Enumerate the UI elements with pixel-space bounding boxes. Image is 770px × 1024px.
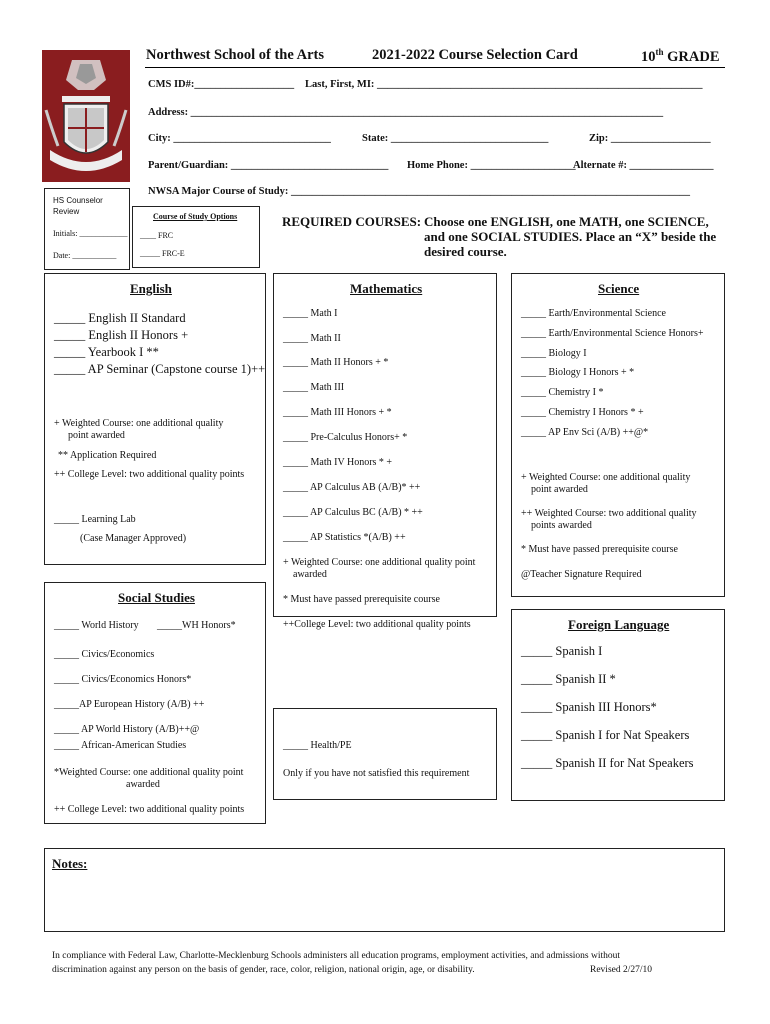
- learning-lab-option[interactable]: _____ Learning Lab: [54, 514, 136, 525]
- cms-id-field[interactable]: CMS ID#:___________________: [148, 79, 295, 90]
- alternate-phone-field[interactable]: Alternate #: ________________: [573, 160, 714, 171]
- science-prereq-note: * Must have passed prerequisite course: [521, 544, 678, 555]
- science-weighted-note: + Weighted Course: one additional quality point awarded: [521, 472, 691, 495]
- frc-option[interactable]: ____ FRC: [140, 231, 174, 240]
- english-option[interactable]: _____ English II Standard: [54, 311, 186, 325]
- science-option[interactable]: _____ Earth/Environmental Science Honors+: [521, 328, 704, 339]
- study-options-title: Course of Study Options: [153, 212, 238, 221]
- frce-option[interactable]: _____ FRC-E: [140, 249, 185, 258]
- math-option[interactable]: _____ AP Statistics *(A/B) ++: [283, 532, 406, 543]
- social-option[interactable]: _____ Civics/Economics Honors*: [54, 674, 192, 685]
- case-manager-note: (Case Manager Approved): [80, 533, 187, 544]
- notes-box[interactable]: [44, 848, 725, 932]
- social-studies-title: Social Studies: [118, 590, 195, 605]
- science-title: Science: [598, 281, 640, 296]
- school-name: Northwest School of the Arts: [146, 47, 325, 63]
- foreign-option[interactable]: _____ Spanish III Honors*: [521, 700, 657, 714]
- social-option[interactable]: _____ African-American Studies: [54, 740, 187, 751]
- english-title: English: [130, 281, 172, 296]
- math-option[interactable]: _____ Pre-Calculus Honors+ *: [283, 432, 408, 443]
- grade-label: 10th GRADE: [641, 47, 720, 65]
- english-option[interactable]: _____ AP Seminar (Capstone course 1)++: [54, 362, 266, 376]
- study-options-box: [132, 206, 260, 268]
- math-option[interactable]: _____ AP Calculus BC (A/B) * ++: [283, 507, 423, 518]
- counselor-date-field[interactable]: Date: ___________: [53, 251, 117, 260]
- home-phone-field[interactable]: Home Phone: ____________________: [407, 160, 576, 171]
- zip-field[interactable]: Zip: ___________________: [589, 133, 711, 144]
- required-courses-instructions: Choose one ENGLISH, one MATH, one SCIENCE, and one SOCIAL STUDIES. Place an “X” beside the desired course.: [424, 214, 717, 259]
- foreign-language-title: Foreign Language: [568, 617, 670, 632]
- math-option[interactable]: _____ Math II: [283, 333, 341, 344]
- counselor-initials-field[interactable]: Initials: ____________: [53, 229, 128, 238]
- health-section: [273, 708, 497, 800]
- science-college-note: ++ Weighted Course: two additional quality points awarded: [521, 508, 697, 531]
- header-underline: [145, 67, 725, 68]
- counselor-review-box: [44, 188, 130, 270]
- math-weighted-note: + Weighted Course: one additional quality point awarded: [283, 557, 476, 580]
- social-weighted-note: *Weighted Course: one additional quality point awarded: [54, 767, 244, 790]
- english-college-note: ++ College Level: two additional quality points: [54, 469, 245, 480]
- social-option[interactable]: _____WH Honors*: [157, 620, 236, 631]
- health-pe-note: Only if you have not satisfied this requirement: [283, 768, 470, 779]
- math-prereq-note: * Must have passed prerequisite course: [283, 594, 440, 605]
- social-college-note: ++ College Level: two additional quality points: [54, 804, 245, 815]
- science-option[interactable]: _____ Chemistry I Honors * +: [521, 407, 644, 418]
- health-pe-option[interactable]: _____ Health/PE: [283, 740, 352, 751]
- science-option[interactable]: _____ AP Env Sci (A/B) ++@*: [521, 427, 649, 438]
- math-option[interactable]: _____ Math II Honors + *: [283, 357, 389, 368]
- footer-revised: Revised 2/27/10: [590, 965, 653, 975]
- science-option[interactable]: _____ Earth/Environmental Science: [521, 308, 666, 319]
- foreign-option[interactable]: _____ Spanish I for Nat Speakers: [521, 728, 690, 742]
- major-field[interactable]: NWSA Major Course of Study: ____________________________________________________________________________: [148, 186, 691, 197]
- footer-compliance-line1: In compliance with Federal Law, Charlotte-Mecklenburg Schools administers all education programs, employment activities, and admissions without: [52, 951, 621, 961]
- social-option[interactable]: _____AP European History (A/B) ++: [54, 699, 205, 710]
- english-option[interactable]: _____ English II Honors +: [54, 328, 189, 342]
- science-signature-note: @Teacher Signature Required: [521, 569, 642, 580]
- address-field[interactable]: Address: __________________________________________________________________________________________: [148, 107, 664, 118]
- counselor-title: HS Counselor Review: [53, 196, 103, 216]
- math-option[interactable]: _____ AP Calculus AB (A/B)* ++: [283, 482, 421, 493]
- science-option[interactable]: _____ Biology I Honors + *: [521, 367, 635, 378]
- foreign-option[interactable]: _____ Spanish II *: [521, 672, 616, 686]
- english-application-note: ** Application Required: [58, 450, 157, 461]
- name-field[interactable]: Last, First, MI: ______________________________________________________________: [305, 79, 703, 90]
- math-option[interactable]: _____ Math IV Honors * +: [283, 457, 393, 468]
- social-option[interactable]: _____ Civics/Economics: [54, 649, 155, 660]
- footer-compliance-line2: discrimination against any person on the basis of gender, race, color, religion, national origin, age, or disability.: [52, 965, 475, 975]
- required-courses-label: REQUIRED COURSES:: [282, 214, 422, 229]
- science-option[interactable]: _____ Biology I: [521, 348, 587, 359]
- card-title: 2021-2022 Course Selection Card: [372, 47, 578, 63]
- math-option[interactable]: _____ Math III Honors + *: [283, 407, 392, 418]
- foreign-option[interactable]: _____ Spanish II for Nat Speakers: [521, 756, 694, 770]
- foreign-option[interactable]: _____ Spanish I: [521, 644, 603, 658]
- english-option[interactable]: _____ Yearbook I **: [54, 345, 159, 359]
- english-weighted-note: + Weighted Course: one additional quality point awarded: [54, 418, 224, 441]
- social-option[interactable]: _____ World History: [54, 620, 139, 631]
- city-field[interactable]: City: ______________________________: [148, 133, 331, 144]
- social-option[interactable]: _____ AP World History (A/B)++@: [54, 724, 200, 735]
- parent-field[interactable]: Parent/Guardian: ______________________________: [148, 160, 389, 171]
- math-option[interactable]: _____ Math III: [283, 382, 345, 393]
- notes-title: Notes:: [52, 856, 88, 871]
- state-field[interactable]: State: ______________________________: [362, 133, 549, 144]
- science-option[interactable]: _____ Chemistry I *: [521, 387, 604, 398]
- math-option[interactable]: _____ Math I: [283, 308, 338, 319]
- math-title: Mathematics: [350, 281, 423, 296]
- school-crest-logo: [42, 50, 130, 182]
- math-college-note: ++College Level: two additional quality points: [283, 619, 471, 630]
